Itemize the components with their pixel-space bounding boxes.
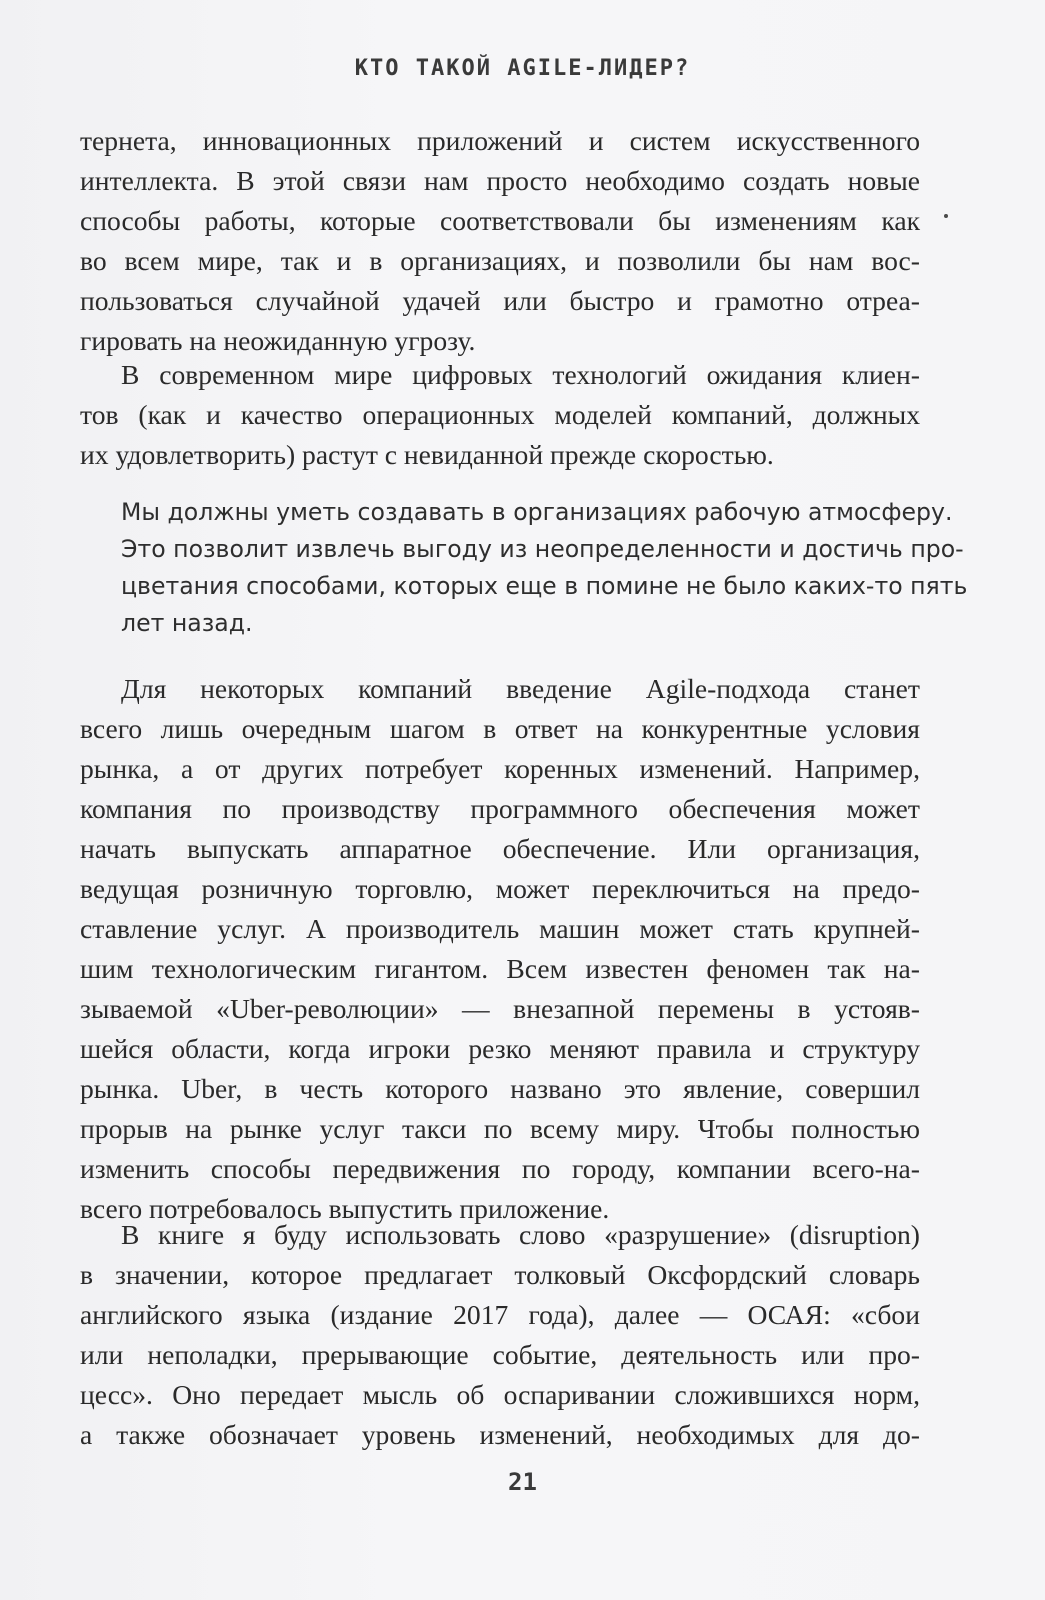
quote-line: Мы должны уметь создавать в организациях рабочую атмосферу. (121, 498, 953, 526)
text-line: интеллекта. В этой связи нам просто необходимо создать новые (80, 165, 920, 196)
text-line: шейся области, когда игроки резко меняют правила и структуру (80, 1033, 920, 1064)
text-line: начать выпускать аппаратное обеспечение. Или организация, (80, 833, 920, 864)
text-line: или неполадки, прерывающие событие, деятельность или про- (80, 1339, 920, 1370)
quote-line: лет назад. (121, 609, 253, 637)
text-line: В книге я буду использовать слово «разрушение» (disruption) (121, 1219, 920, 1250)
text-line: английского языка (издание 2017 года), далее — ОСАЯ: «сбои (80, 1299, 920, 1330)
quote-line: цветания способами, которых еще в помине не было каких-то пять (121, 572, 968, 600)
text-line: способы работы, которые соответствовали бы изменениям как (80, 205, 920, 236)
text-line: пользоваться случайной удачей или быстро и грамотно отреа- (80, 285, 920, 316)
paragraph-agile-companies (80, 669, 920, 1229)
text-line: ведущая розничную торговлю, может переключиться на предо- (80, 873, 920, 904)
text-line: прорыв на рынке услуг такси по всему миру. Чтобы полностью (80, 1113, 920, 1144)
text-line: всего лишь очередным шагом в ответ на конкурентные условия (80, 713, 920, 744)
text-line: тов (как и качество операционных моделей компаний, должных (80, 399, 920, 430)
text-line: во всем мире, так и в организациях, и позволили бы нам вос- (80, 245, 920, 276)
pull-quote (121, 494, 968, 642)
text-line: цесс». Оно передает мысль об оспаривании сложившихся норм, (80, 1379, 920, 1410)
text-line: рынка, а от других потребует коренных изменений. Например, (80, 753, 920, 784)
text-line: изменить способы передвижения по городу, компании всего-на- (80, 1153, 920, 1184)
paragraph-disruption (80, 1215, 920, 1455)
print-speck (944, 214, 948, 218)
text-line: шим технологическим гигантом. Всем известен феномен так на- (80, 953, 920, 984)
text-line: рынка. Uber, в честь которого названо это явление, совершил (80, 1073, 920, 1104)
text-line: В современном мире цифровых технологий ожидания клиен- (121, 359, 920, 390)
paragraph-digital-world (80, 355, 920, 475)
text-line: а также обозначает уровень изменений, необходимых для до- (80, 1419, 920, 1450)
paragraph-continuation (80, 121, 920, 361)
quote-line: Это позволит извлечь выгоду из неопределенности и достичь про- (121, 535, 964, 563)
text-line: Для некоторых компаний введение Agile-подхода станет (121, 673, 920, 704)
text-line: их удовлетворить) растут с невиданной прежде скоростью. (80, 439, 774, 470)
text-line: тернета, инновационных приложений и систем искусственного (80, 125, 920, 156)
text-line: всего потребовалось выпустить приложение. (80, 1193, 610, 1224)
text-line: гировать на неожиданную угрозу. (80, 325, 476, 356)
text-line: зываемой «Uber-революции» — внезапной перемены в устояв- (80, 993, 920, 1024)
text-line: ставление услуг. А производитель машин может стать крупней- (80, 913, 920, 944)
page-number: 21 (508, 1468, 537, 1496)
text-line: в значении, которое предлагает толковый Оксфордский словарь (80, 1259, 920, 1290)
text-line: компания по производству программного обеспечения может (80, 793, 920, 824)
running-head: КТО ТАКОЙ AGILE-ЛИДЕР? (354, 56, 691, 81)
